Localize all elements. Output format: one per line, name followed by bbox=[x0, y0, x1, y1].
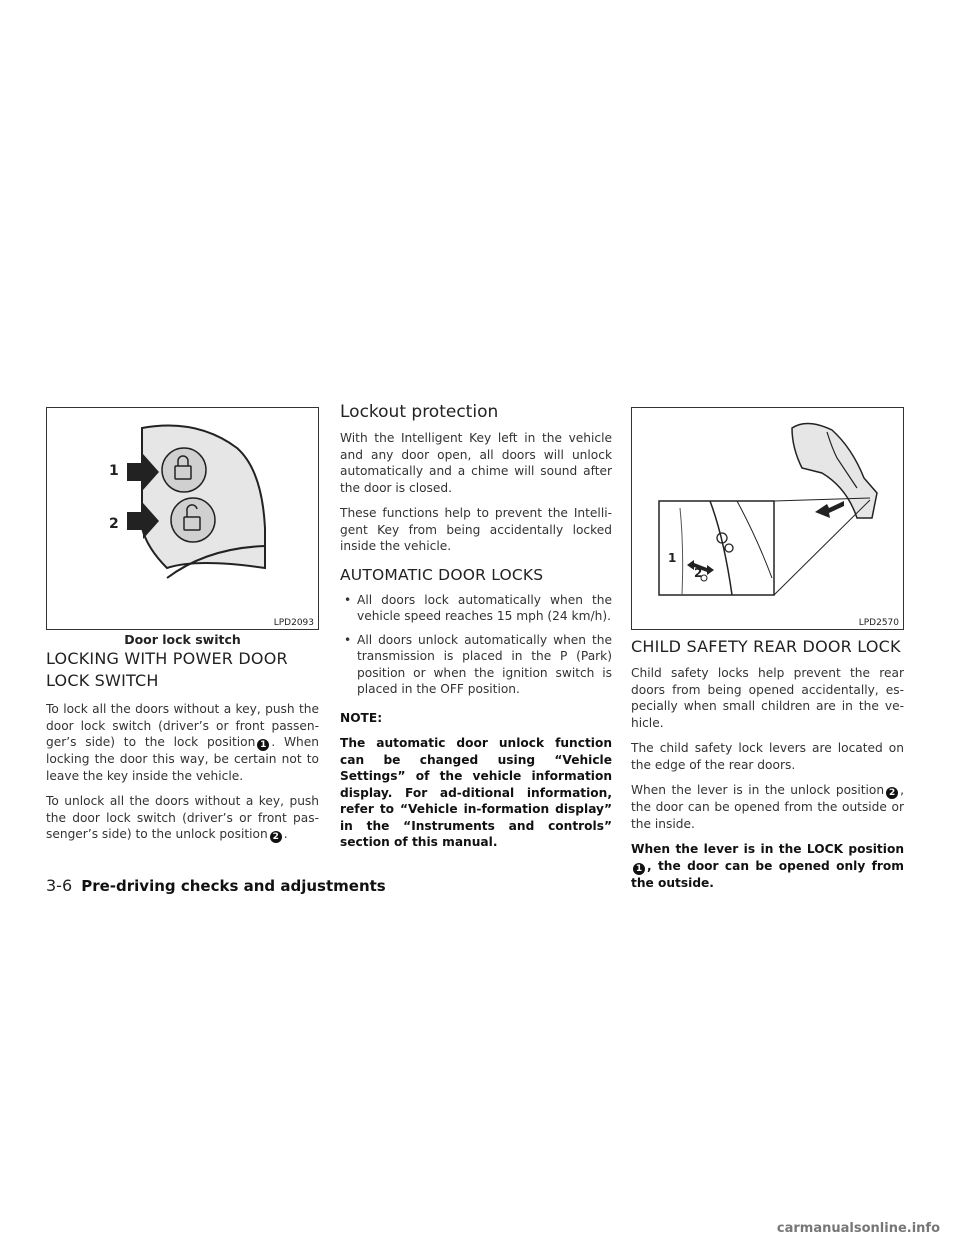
paragraph: With the Intelligent Key left in the vehicle and any door open, all doors will unlock automatically and a chime will sound after the door is closed. bbox=[340, 431, 612, 495]
note-label: NOTE: bbox=[340, 710, 383, 725]
page-number: 3-6 bbox=[46, 876, 73, 895]
column-3 bbox=[631, 636, 904, 891]
paragraph: To unlock all the doors without a key, push the door lock switch (driver’s or front pas-senger’s side) to the unlock position 2 . bbox=[46, 794, 319, 842]
paragraph: When the lever is in the unlock position 2 , the door can be opened from the outside or the inside. bbox=[631, 783, 904, 831]
paragraph: These functions help to prevent the Intelli-gent Key from being accidentally locked inside the vehicle. bbox=[340, 506, 612, 553]
callout-2: 2 bbox=[694, 566, 703, 580]
lock-button-shape bbox=[162, 448, 206, 492]
note-text: The automatic door unlock function can be changed using “Vehicle Settings” of the vehicle information display. For ad-ditional information, refer to “Vehicle in-formation display” in the “Instruments and controls” section of this manual. bbox=[340, 736, 612, 849]
child-lock-figure bbox=[631, 407, 904, 630]
figure-code: LPD2570 bbox=[858, 618, 899, 628]
door-lock-switch-illustration bbox=[47, 408, 318, 629]
section-title: Pre-driving checks and adjustments bbox=[81, 877, 386, 895]
arrow-icon bbox=[815, 501, 844, 518]
figure-caption: Door lock switch bbox=[124, 632, 241, 647]
column-2 bbox=[340, 402, 612, 851]
paragraph: To lock all the doors without a key, push the door lock switch (driver’s or front passen-ger’s side) to the lock position 1 . When locking the door this way, be certain not to leave the key inside the vehicle. bbox=[46, 702, 319, 783]
section-heading bbox=[46, 648, 319, 692]
door-lock-switch-figure bbox=[46, 407, 319, 630]
callout-badge: 2 bbox=[886, 787, 898, 799]
page-footer bbox=[46, 876, 386, 895]
figure-code: LPD2093 bbox=[273, 618, 314, 628]
paragraph: When the lever is in the LOCK position1 , the door can be opened only from the outside. bbox=[631, 842, 904, 890]
callout-badge: 2 bbox=[270, 831, 282, 843]
callout-2: 2 bbox=[109, 516, 119, 532]
heading-line: LOCK SWITCH bbox=[46, 671, 159, 690]
section-heading: CHILD SAFETY REAR DOOR LOCK bbox=[631, 637, 901, 656]
column-1 bbox=[46, 648, 319, 843]
list-item: • All doors unlock automatically when the transmission is placed in the P (Park) position or when the ignition switch is placed in the OFF position. bbox=[340, 632, 612, 698]
watermark: carmanualsonline.info bbox=[776, 1221, 940, 1236]
list-item: • All doors lock automatically when the vehicle speed reaches 15 mph (24 km/h). bbox=[340, 592, 612, 625]
callout-badge: 1 bbox=[257, 739, 269, 751]
paragraph: The child safety lock levers are located on the edge of the rear doors. bbox=[631, 741, 904, 772]
heading-line: LOCKING WITH POWER DOOR bbox=[46, 649, 288, 668]
callout-badge: 1 bbox=[633, 863, 645, 875]
callout-1: 1 bbox=[109, 463, 119, 479]
child-lock-illustration bbox=[632, 408, 903, 629]
section-heading: AUTOMATIC DOOR LOCKS bbox=[340, 565, 544, 584]
callout-1: 1 bbox=[668, 551, 677, 565]
paragraph: Child safety locks help prevent the rear doors from being opened accidentally, es-pecially when small children are in the ve-hicle. bbox=[631, 666, 904, 730]
section-heading: Lockout protection bbox=[340, 402, 499, 422]
